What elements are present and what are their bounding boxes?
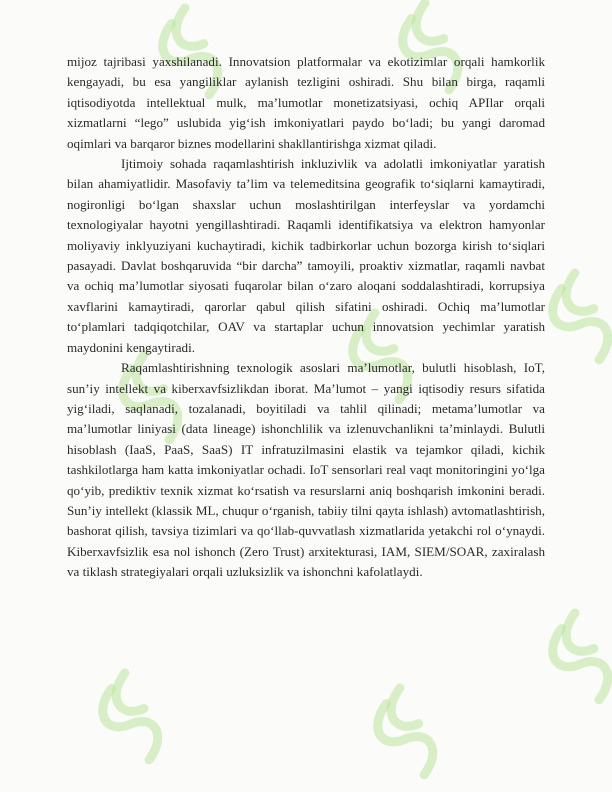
watermark-logo-icon <box>90 673 174 767</box>
document-page <box>67 52 545 583</box>
paragraph-1: mijoz tajribasi yaxshilanadi. Innovatsion platformalar va ekotizimlar orqali hamkorlik kengayadi, bu esa yangiliklar aylanish tezligini oshiradi. Shu bilan birga, raqamli iqtisodiyotda intellektual mulk, ma’lumotlar monetizatsiyasi, ochiq APIlar orqali xizmatlarni “lego” uslubida yig‘ish imkoniyatlari paydo bo‘ladi; bu yangi daromad oqimlari va barqaror biznes modellarini shakllantirishga xizmat qiladi. <box>67 54 545 151</box>
paragraph-3: Raqamlashtirishning texnologik asoslari ma’lumotlar, bulutli hisoblash, IoT, sun’iy intellekt va kiberxavfsizlikdan iborat. Ma’lumot – yangi iqtisodiy resurs sifatida yig‘iladi, saqlanadi, tozalanadi, boyitiladi va tahlil qilinadi; metama’lumotlar va ma’lumotlar liniyasi (data lineage) ishonchlilik va izlenuvchanlikni ta’minlaydi. Bulutli hisoblash (IaaS, PaaS, SaaS) IT infratuzilmasini elastik va tejamkor qiladi, kichik tashkilotlarga ham katta imkoniyatlar ochadi. IoT sensorlari real vaqt monitoringini yo‘lga qo‘yib, prediktiv texnik xizmat ko‘rsatish va resurslarni aniq boshqarish imkonini beradi. Sun’iy intellekt (klassik ML, chuqur o‘rganish, tabiiy tilni qayta ishlash) avtomatlashtirish, bashorat qilish, tavsiya tizimlari va qo‘llab-quvvatlash xizmatlarida yetakchi rol o‘ynaydi. Kiberxavfsizlik esa nol ishonch (Zero Trust) arxitekturasi, IAM, SIEM/SOAR, zaxiralash va tiklash strategiyalari orqali uzluksizlik va ishonchni kafolatlaydi. <box>67 360 545 580</box>
paragraph-2: Ijtimoiy sohada raqamlashtirish inkluzivlik va adolatli imkoniyatlar yaratish bilan ahamiyatlidir. Masofaviy ta’lim va telemeditsina geografik to‘siqlarni kamaytiradi, nogironligi bo‘lgan shaxslar uchun moslashtirilgan interfeyslar va yordamchi texnologiyalar hayotni yengillashtiradi. Raqamli identifikatsiya va elektron hamyonlar moliyaviy inklyuziyani kuchaytiradi, kichik tadbirkorlar uchun bozorga kirish to‘siqlari pasayadi. Davlat boshqaruvida “bir darcha” tamoyili, proaktiv xizmatlar, raqamli navbat va ochiq ma’lumotlar siyosati fuqarolar bilan o‘zaro aloqani soddalashtiradi, korrupsiya xavflarini kamaytiradi, qarorlar qabul qilish sifatini oshiradi. Ochiq ma’lumotlar to‘plamlari tadqiqotchilar, OAV va startaplar uchun innovatsion yechimlar yaratish maydonini kengaytiradi. <box>67 156 545 355</box>
watermark-logo-icon <box>540 273 612 367</box>
watermark-logo-icon <box>540 613 612 707</box>
watermark-logo-icon <box>365 688 449 782</box>
